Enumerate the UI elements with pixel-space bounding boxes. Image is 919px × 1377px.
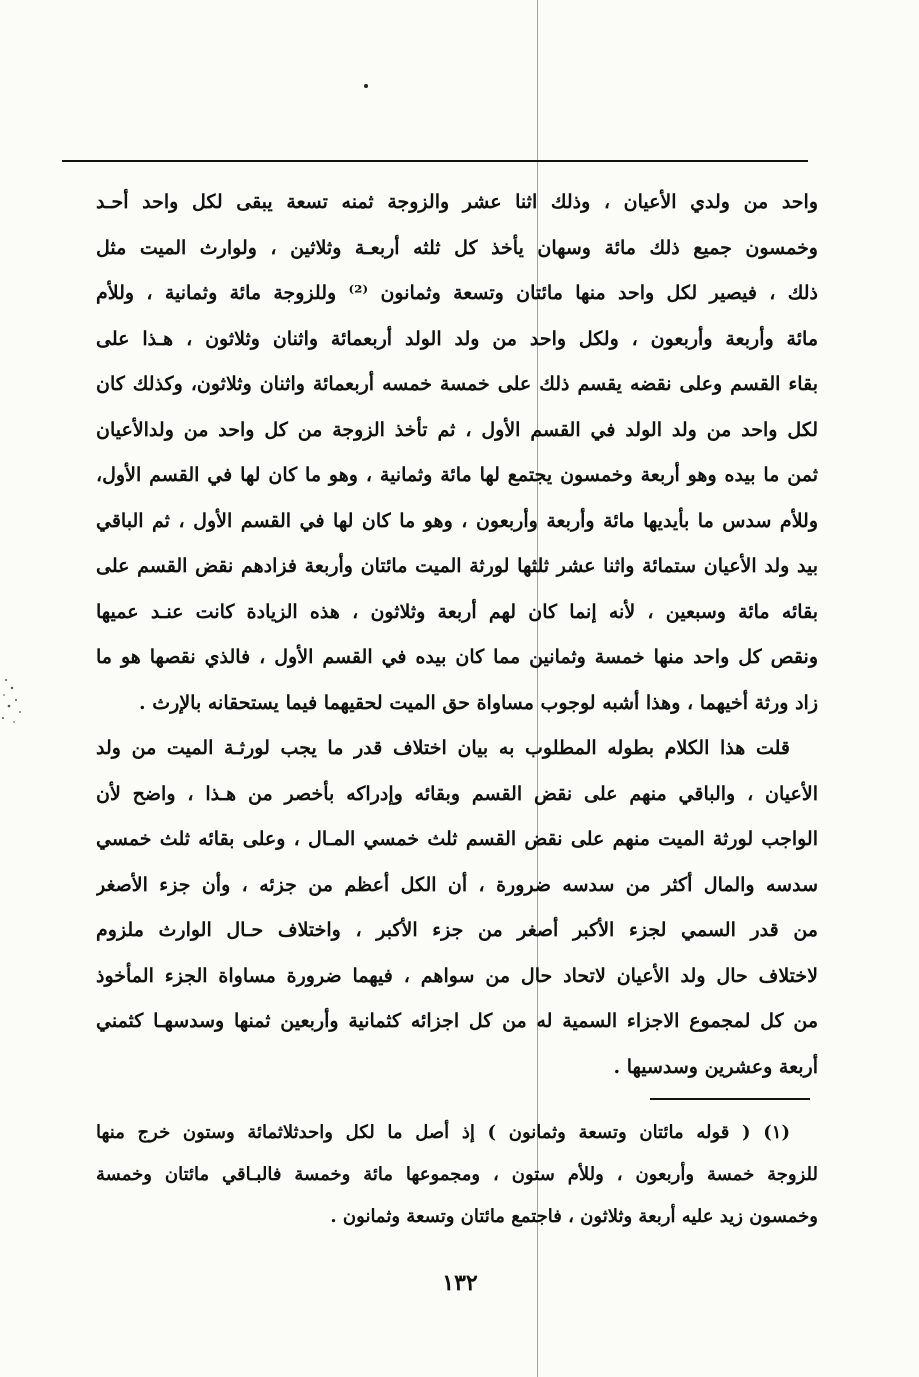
text-line: لاختلاف حال ولد الأعيان لاتحاد حال من سواهم ، فيهما ضرورة مساواة الجزء المأخوذ — [96, 964, 818, 987]
text-line: الأعيان ، والباقي منهم على نقض القسم وبقائه وإدراكه بأخصر من هـذا ، واضح لأن — [96, 782, 818, 805]
text-line: بيد ولد الأعيان ستمائة واثنا عشر ثلثها لورثة الميت مائتان وأربعة فزادهم نقض القسم على — [96, 555, 818, 577]
footnote-line: وخمسون زيد عليه أربعة وثلاثون ، فاجتمع مائتان وتسعة وثمانون . — [330, 1206, 818, 1227]
paragraph-start-line: قلت هذا الكلام بطوله المطلوب به بيان اختلاف قدر ما يجب لورثـة الميت من ولد — [96, 737, 790, 759]
footnote — [96, 1112, 818, 1238]
text-line: واحد من ولدي الأعيان ، وذلك اثنا عشر والزوجة ثمنه تسعة يبقى لكل واحد أحـد — [96, 191, 818, 213]
footnote-line: (١) ( قوله مائتان وتسعة وثمانون ) إذ أصل ما لكل واحدثلاثمائة وستون خرج منها — [96, 1122, 790, 1143]
text-line: الواجب لورثة الميت منهم على نقض القسم ثلث خمسي المـال ، وعلى بقائه ثلث خمسي — [96, 828, 818, 850]
footnote-rule — [650, 1098, 810, 1100]
text-line: بقاء القسم وعلى نقضه يقسم ذلك على خمسة خمسه أربعمائة واثنان وثلاثون، وكذلك كان — [96, 373, 818, 395]
text-line: ثمن ما بيده وهو أربعة وخمسون يجتمع لها مائة وثمانية ، وهو ما كان لها في القسم الأول، — [96, 464, 818, 486]
page-number: ١٣٢ — [442, 1270, 478, 1296]
text-line: زاد ورثة أخيهما ، وهذا أشبه لوجوب مساواة حق الميت لحقيهما فيما يستحقانه بالإرث . — [139, 691, 818, 714]
ink-dot — [364, 84, 368, 88]
text-line: ذلك ، فيصير لكل واحد منها مائتان وتسعة وثمانون ⁽²⁾ وللزوجة مائة وثمانية ، وللأم — [96, 282, 818, 304]
text-line: بقائه مائة وسبعين ، لأنه إنما كان لهم أربعة وثلاثون ، هذه الزيادة كانت عنـد عميها — [96, 600, 818, 623]
text-line: مائة وأربعة وأربعون ، ولكل واحد من ولد الولد أربعمائة واثنان وثلاثون ، هـذا على — [96, 327, 818, 350]
footnote-line: للزوجة خمسة وأربعون ، وللأم ستون ، ومجموعها مائة وخمسة فالبـاقي مائتان وخمسة — [96, 1164, 818, 1185]
text-line: وخمسون جميع ذلك مائة وسهان يأخذ كل ثلثه أربعـة وثلاثين ، ولوارث الميت مثل — [96, 236, 818, 259]
text-line: وللأم سدس ما بأيديها مائة وأربعة وأربعون ، وهو ما كان لها في القسم الأول ، ثم الباقي — [96, 509, 818, 532]
scan-noise — [0, 660, 38, 750]
main-text — [96, 180, 818, 1090]
text-line: ونقص كل واحد منها خمسة وثمانين مما كان بيده في القسم الأول ، فالذي نقصها هو ما — [96, 646, 818, 668]
header-rule — [62, 160, 808, 162]
text-line: من قدر السمي لجزء الأكبر أصغر من جزء الأكبر ، واختلاف حـال الوارث ملزوم — [96, 919, 818, 941]
text-line: أربعة وعشرين وسدسيها . — [613, 1055, 818, 1078]
text-line: من كل لمجموع الاجزاء السمية له من كل اجزائه كثمانية وأربعين ثمنها وسدسهـا كثمني — [96, 1010, 818, 1032]
text-line: سدسه والمال أكثر من سدسه ضرورة ، أن الكل أعظم من جزئه ، وأن جزء الأصغر — [96, 873, 818, 896]
text-line: لكل واحد من ولد الولد في القسم الأول ، ثم تأخذ الزوجة من كل واحد من ولدالأعيان — [96, 418, 818, 441]
